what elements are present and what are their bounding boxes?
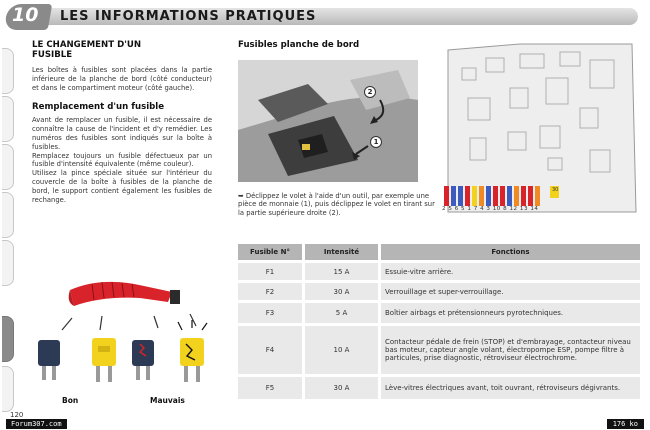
cell-amp: 30 A <box>305 283 378 300</box>
paragraph-2: Remplacez toujours un fusible défectueux par un fusible d'intensité équivalente (même couleur). <box>32 151 212 169</box>
left-column <box>32 40 212 204</box>
cell-fuse: F5 <box>238 377 302 399</box>
table-row <box>238 283 640 300</box>
file-size: 176 ko <box>607 419 644 429</box>
page-title: LES INFORMATIONS PRATIQUES <box>60 9 317 24</box>
cell-fuse: F4 <box>238 326 302 374</box>
cell-func: Lève-vitres électriques avant, toit ouvrant, rétroviseurs dégivrants. <box>381 377 640 399</box>
callout-2: 2 <box>364 86 376 98</box>
fusebox-outline <box>440 40 640 220</box>
callout-1: 1 <box>370 136 382 148</box>
intro-paragraph: Les boîtes à fusibles sont placées dans la partie inférieure de la planche de bord (côté conducteur) et dans le compartiment moteur (côté gauche). <box>32 66 212 92</box>
header <box>0 0 650 40</box>
photo-arrows <box>238 60 418 182</box>
side-tab[interactable] <box>2 240 14 286</box>
section-title: LE CHANGEMENT D'UN FUSIBLE <box>32 40 142 60</box>
instruction-text: ➥ Déclippez le volet à l'aide d'un outil, par exemple une pièce de monnaie (1), puis déclippez le volet en tirant sur la partie supérieure droite (2). <box>238 192 435 217</box>
fuse-table <box>238 244 640 402</box>
chapter-number: 10 <box>12 4 39 26</box>
header-fuse: Fusible N° <box>238 244 302 260</box>
cell-func: Contacteur pédale de frein (STOP) et d'embrayage, contacteur niveau bas moteur, capteur angle volant, électropompe ESP, pompe filtre à particules, prise diagnostic, rétroviseur électrochrome. <box>381 326 640 374</box>
side-tab[interactable] <box>2 96 14 142</box>
header-func: Fonctions <box>381 244 640 260</box>
good-caption: Bon <box>62 396 79 405</box>
cell-amp: 15 A <box>305 263 378 280</box>
dashboard-photo <box>238 60 418 182</box>
cell-amp: 5 A <box>305 303 378 323</box>
header-amp: Intensité <box>305 244 378 260</box>
site-watermark: Forum307.com <box>6 419 67 429</box>
good-fuse-icons <box>38 338 116 382</box>
side-tab[interactable] <box>2 366 14 412</box>
cell-amp: 30 A <box>305 377 378 399</box>
table-header <box>238 244 640 260</box>
fusebox-tag: 30 <box>552 187 559 193</box>
table-row <box>238 263 640 280</box>
paragraph-3: Utilisez la pince spéciale située sur l'intérieur du couvercle de la boîte à fusibles de la planche de bord, le support contient également les fusibles de rechange. <box>32 169 212 204</box>
bad-caption: Mauvais <box>150 396 185 405</box>
side-tabs <box>0 40 16 400</box>
page-number: 120 <box>10 411 24 419</box>
fusebox-diagram <box>440 40 640 220</box>
paragraph-1: Avant de remplacer un fusible, il est nécessaire de connaître la cause de l'incident et d'y remédier. Les numéros des fusibles sont indiqués sur la boîte à fusibles. <box>32 116 212 151</box>
blown-fuse-icons <box>132 320 207 382</box>
side-tab[interactable] <box>2 48 14 94</box>
cell-fuse: F3 <box>238 303 302 323</box>
cell-fuse: F2 <box>238 283 302 300</box>
cell-func: Verrouillage et super-verrouillage. <box>381 283 640 300</box>
dashboard-fuses-title: Fusibles planche de bord <box>238 40 360 50</box>
side-tab-active[interactable] <box>2 316 14 362</box>
fuse-illustration <box>32 268 212 408</box>
side-tab[interactable] <box>2 192 14 238</box>
fuse-pliers-diagram <box>32 268 212 408</box>
table-row <box>238 326 640 374</box>
footer <box>0 419 650 430</box>
table-row <box>238 303 640 323</box>
cell-func: Essuie-vitre arrière. <box>381 263 640 280</box>
subsection-title: Remplacement d'un fusible <box>32 102 165 113</box>
side-tab[interactable] <box>2 144 14 190</box>
fuse-puller-icon <box>69 282 180 306</box>
arrow-icon: ➥ <box>238 192 246 200</box>
fusebox-numbers: 2 5 6 5 1 7 4 3 10 8 12 13 14 <box>442 206 539 212</box>
cell-func: Boîtier airbags et prétensionneurs pyrotechniques. <box>381 303 640 323</box>
cell-amp: 10 A <box>305 326 378 374</box>
cell-fuse: F1 <box>238 263 302 280</box>
table-row <box>238 377 640 399</box>
